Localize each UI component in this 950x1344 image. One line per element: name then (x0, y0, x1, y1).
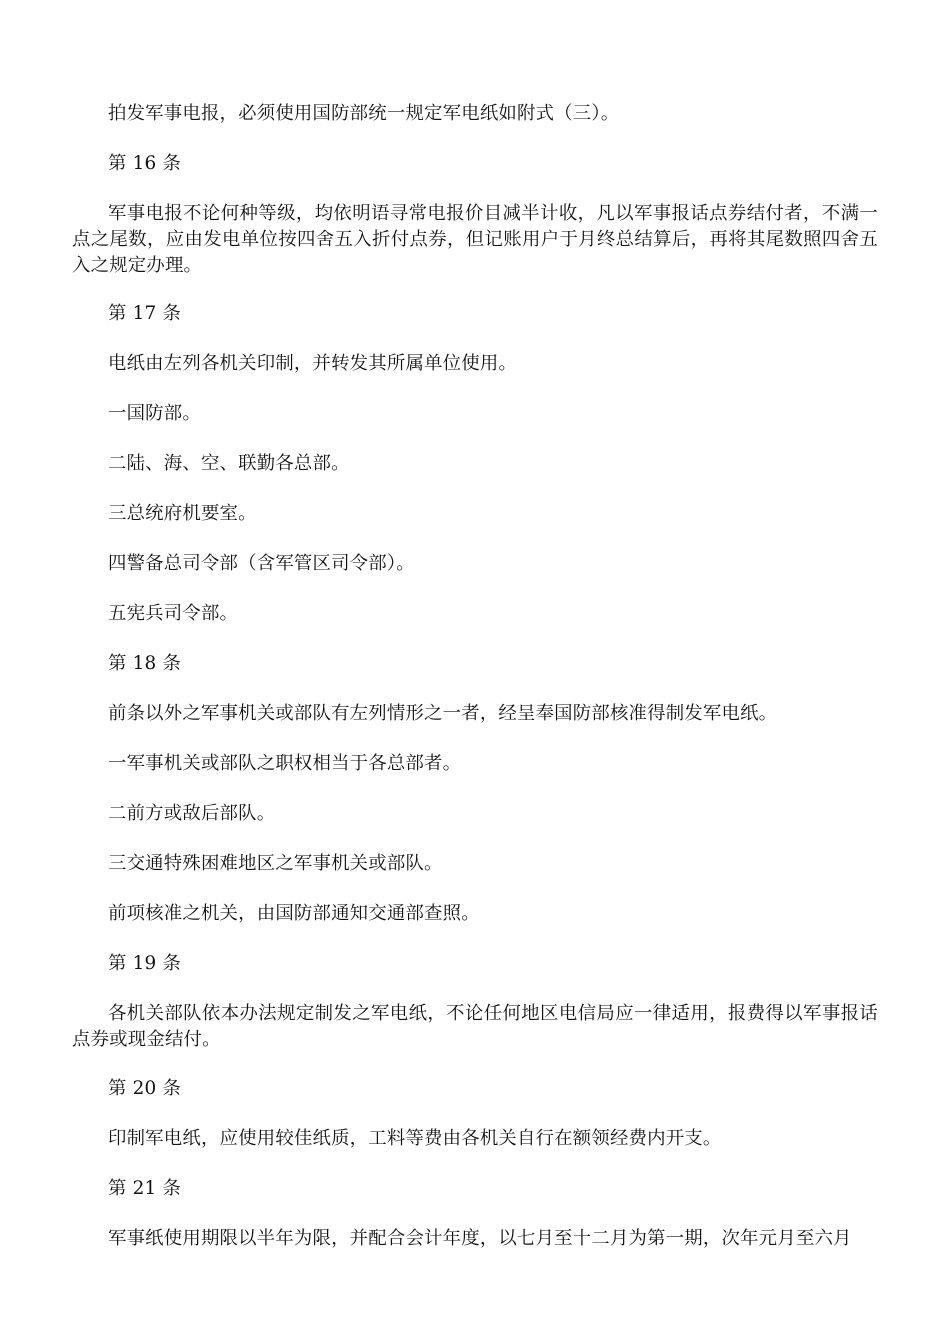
list-item-18-3: 三交通特殊困难地区之军事机关或部队。 (108, 853, 443, 874)
paragraph-article-16-body: 军事电报不论何种等级，均依明语寻常电报价目减半计收，凡以军事报话点券结付者，不满一点之尾数，应由发电单位按四舍五入折付点券，但记账用户于月终总结算后，再将其尾数照四舍五入之规定办理。 (72, 203, 878, 276)
paragraph-article-21-body: 军事纸使用期限以半年为限，并配合会计年度，以七月至十二月为第一期，次年元月至六月 (108, 1228, 852, 1249)
article-19-heading: 第 19 条 (108, 953, 182, 974)
list-item-17-3: 三总统府机要室。 (108, 503, 257, 524)
list-item-17-1: 一国防部。 (108, 403, 201, 424)
article-18-heading: 第 18 条 (108, 653, 182, 674)
paragraph-article-18-body: 前条以外之军事机关或部队有左列情形之一者，经呈奉国防部核准得制发军电纸。 (108, 703, 778, 724)
paragraph-article-18-note: 前项核准之机关，由国防部通知交通部查照。 (108, 903, 480, 924)
list-item-17-4: 四警备总司令部（含军管区司令部）。 (108, 553, 415, 574)
paragraph-article-20-body: 印制军电纸，应使用较佳纸质，工料等费由各机关自行在额领经费内开支。 (108, 1128, 722, 1149)
list-item-17-5: 五宪兵司令部。 (108, 603, 239, 624)
paragraph-article-17-body: 电纸由左列各机关印制，并转发其所属单位使用。 (108, 353, 517, 374)
article-16-heading: 第 16 条 (108, 153, 182, 174)
article-17-heading: 第 17 条 (108, 303, 182, 324)
list-item-18-1: 一军事机关或部队之职权相当于各总部者。 (108, 753, 462, 774)
paragraph-telegram-form: 拍发军事电报，必须使用国防部统一规定军电纸如附式（三）。 (108, 103, 620, 124)
list-item-18-2: 二前方或敌后部队。 (108, 803, 276, 824)
article-20-heading: 第 20 条 (108, 1078, 182, 1099)
article-21-heading: 第 21 条 (108, 1178, 182, 1199)
list-item-17-2: 二陆、海、空、联勤各总部。 (108, 453, 350, 474)
paragraph-article-19-body: 各机关部队依本办法规定制发之军电纸，不论任何地区电信局应一律适用，报费得以军事报话点券或现金结付。 (72, 1003, 878, 1050)
